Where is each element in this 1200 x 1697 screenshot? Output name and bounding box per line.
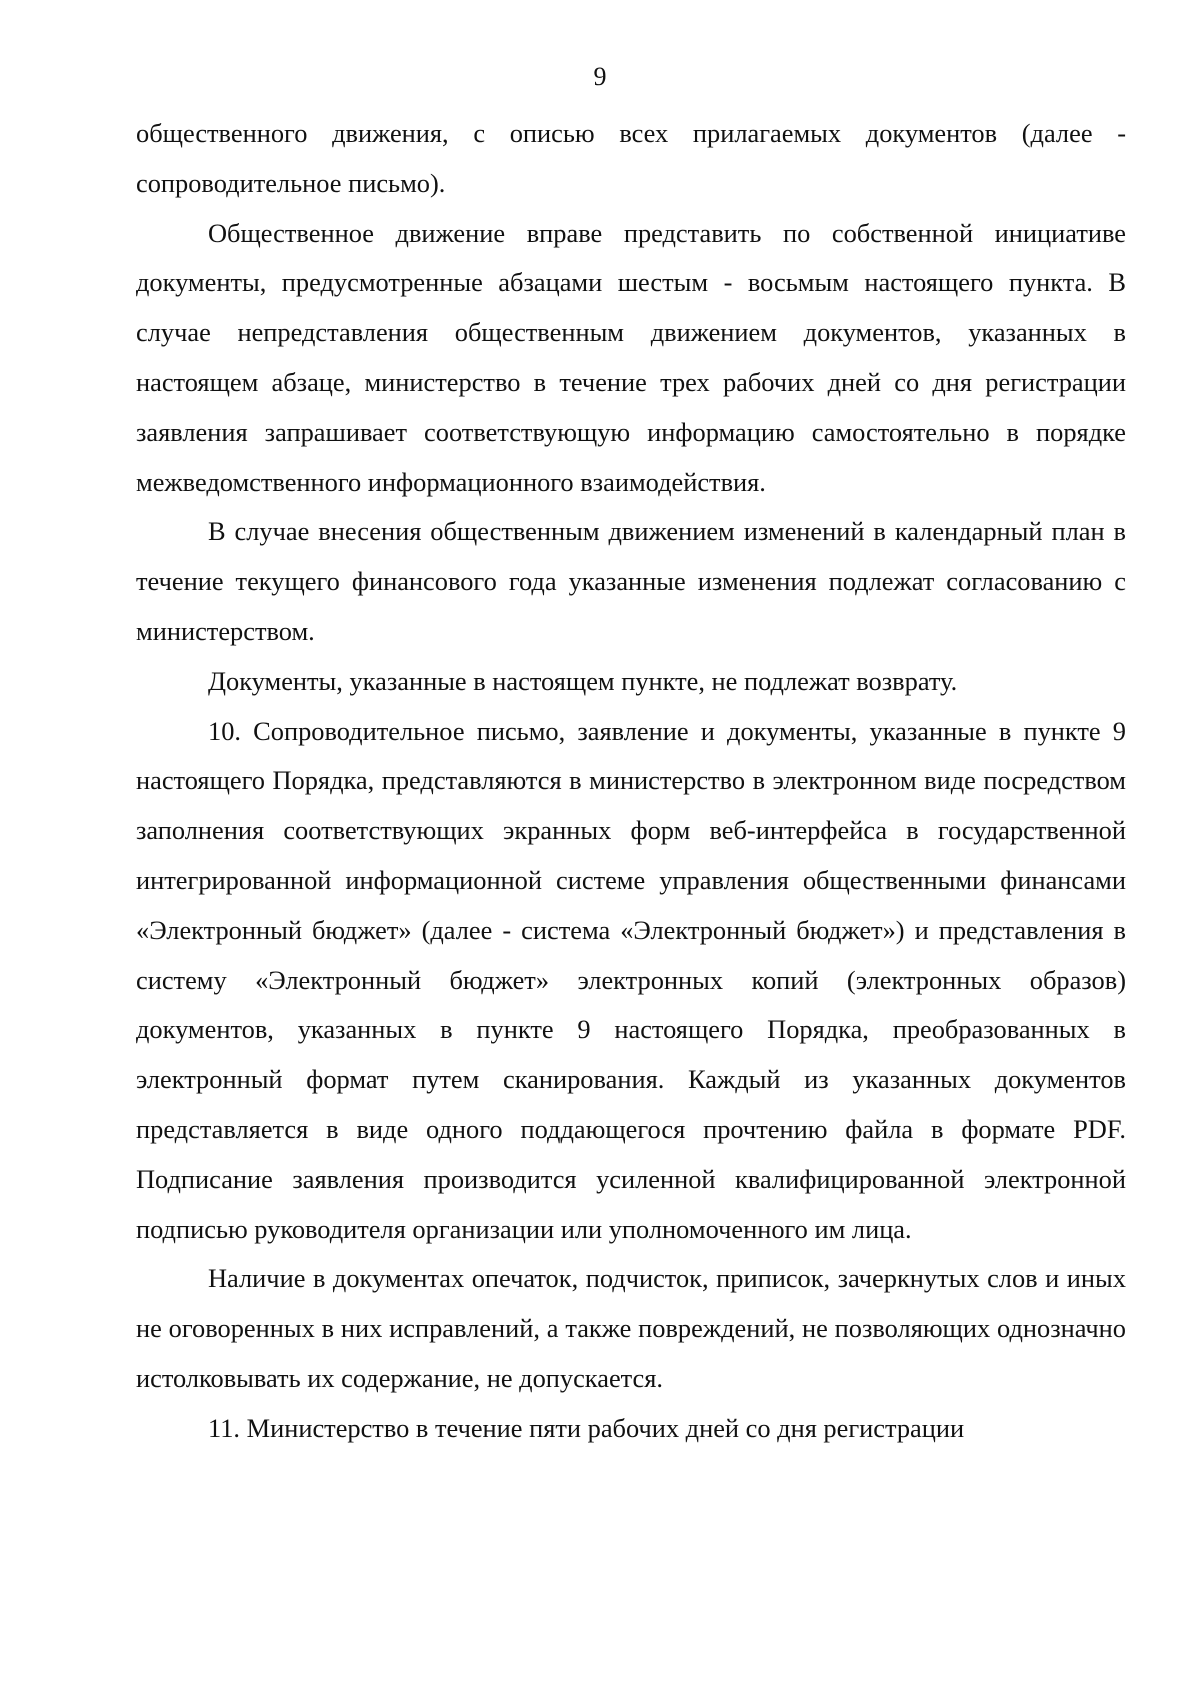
page-number: 9 <box>593 62 607 91</box>
paragraph-6: Наличие в документах опечаток, подчисток, приписок, зачеркнутых слов и иных не оговоренных в них исправлений, а также повреждений, не позволяющих однозначно истолковывать их содержание, не допускается. <box>136 1263 1126 1393</box>
document-body <box>136 109 1126 1454</box>
paragraph-1: общественного движения, с описью всех прилагаемых документов (далее - сопроводительное письмо). <box>136 118 1126 198</box>
paragraph-4: Документы, указанные в настоящем пункте, не подлежат возврату. <box>208 665 958 696</box>
paragraph-5-item-10: 10. Сопроводительное письмо, заявление и документы, указанные в пункте 9 настоящего Порядка, представляются в министерство в электронном виде посредством заполнения соответствующих экранных форм веб-интерфейса в государственной интегрированной информационной системе управления общественными финансами «Электронный бюджет» (далее - система «Электронный бюджет») и представления в систему «Электронный бюджет» электронных копий (электронных образов) документов, указанных в пункте 9 настоящего Порядка, преобразованных в электронный формат путем сканирования. Каждый из указанных документов представляется в виде одного поддающегося прочтению файла в формате PDF. Подписание заявления производится усиленной квалифицированной электронной подписью руководителя организации или уполномоченного им лица. <box>136 715 1126 1244</box>
paragraph-3: В случае внесения общественным движением изменений в календарный план в течение текущего финансового года указанные изменения подлежат согласованию с министерством. <box>136 516 1126 646</box>
paragraph-7-item-11: 11. Министерство в течение пяти рабочих дней со дня регистрации <box>208 1412 965 1443</box>
paragraph-2: Общественное движение вправе представить по собственной инициативе документы, предусмотренные абзацами шестым - восьмым настоящего пункта. В случае непредставления общественным движением документов, указанных в настоящем абзаце, министерство в течение трех рабочих дней со дня регистрации заявления запрашивает соответствующую информацию самостоятельно в порядке межведомственного информационного взаимодействия. <box>136 217 1126 497</box>
